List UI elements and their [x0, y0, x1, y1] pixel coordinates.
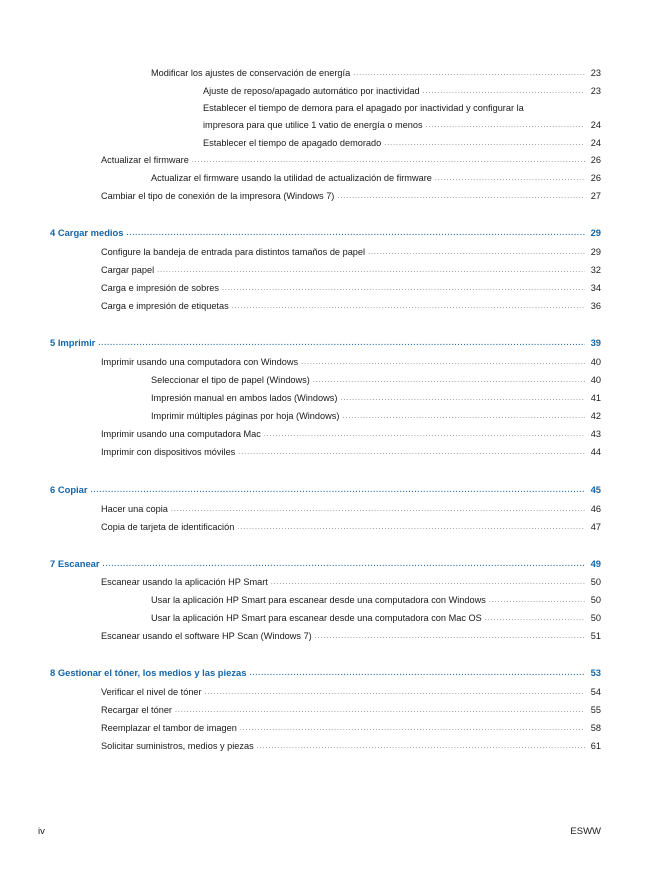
toc-entry-title: Establecer el tiempo de apagado demorado: [203, 138, 382, 148]
footer-doc-code: ESWW: [570, 826, 601, 837]
leader-dots: [238, 448, 585, 458]
toc-entry-page: 50: [590, 595, 601, 605]
toc-entry-page: 51: [590, 631, 601, 641]
toc-chapter[interactable]: [50, 484, 601, 496]
toc-entry-title: Escanear usando la aplicación HP Smart: [101, 577, 268, 587]
toc-entry[interactable]: [101, 282, 601, 294]
toc-entry-title: Usar la aplicación HP Smart para escanear desde una computadora con Windows: [151, 595, 486, 605]
toc-entry[interactable]: [203, 119, 601, 131]
toc-entry[interactable]: [101, 446, 601, 458]
toc-entry[interactable]: [101, 704, 601, 716]
toc-entry-page: 40: [590, 375, 601, 385]
toc-entry-page: 42: [590, 411, 601, 421]
leader-dots: [222, 284, 585, 294]
toc-entry[interactable]: [101, 428, 601, 440]
toc-entry-title: Reemplazar el tambor de imagen: [101, 723, 237, 733]
toc-entry[interactable]: [101, 246, 601, 258]
leader-dots: [249, 669, 585, 679]
toc-entry[interactable]: [101, 356, 601, 368]
toc-entry[interactable]: [203, 137, 601, 149]
toc-entry[interactable]: [101, 190, 601, 202]
toc-entry[interactable]: [151, 594, 601, 606]
toc-entry-page: 24: [590, 120, 601, 130]
toc-entry[interactable]: [151, 410, 601, 422]
toc-entry[interactable]: [151, 374, 601, 386]
toc-entry-title: Impresión manual en ambos lados (Windows): [151, 393, 338, 403]
leader-dots: [192, 156, 585, 166]
toc-entry-page: 26: [590, 173, 601, 183]
leader-dots: [368, 248, 585, 258]
toc-chapter[interactable]: [50, 227, 601, 239]
toc-entry[interactable]: [101, 521, 601, 533]
toc-entry-page: 44: [590, 447, 601, 457]
toc-entry-page: 24: [590, 138, 601, 148]
toc-entry-title: Modificar los ajustes de conservación de energía: [151, 68, 351, 78]
toc-chapter-title: 6 Copiar: [50, 484, 88, 495]
leader-dots: [232, 302, 585, 312]
toc-entry-page: 41: [590, 393, 601, 403]
toc-entry-page: 27: [590, 191, 601, 201]
leader-dots: [171, 505, 585, 515]
leader-dots: [157, 266, 585, 276]
toc-entry[interactable]: [101, 576, 601, 588]
toc-entry[interactable]: [151, 612, 601, 624]
toc-entry[interactable]: [151, 172, 601, 184]
leader-dots: [175, 706, 585, 716]
leader-dots: [315, 632, 585, 642]
leader-dots: [271, 578, 585, 588]
toc-entry-title: Carga e impresión de etiquetas: [101, 301, 229, 311]
toc-chapter-page: 53: [590, 667, 601, 678]
toc-entry-title: Copia de tarjeta de identificación: [101, 522, 235, 532]
toc-entry-title: Hacer una copia: [101, 504, 168, 514]
toc-entry-title: Imprimir usando una computadora con Windows: [101, 357, 299, 367]
leader-dots: [103, 560, 585, 570]
toc-entry-page: 50: [590, 613, 601, 623]
toc-entry-title: Configure la bandeja de entrada para distintos tamaños de papel: [101, 247, 366, 257]
toc-chapter-page: 49: [590, 558, 601, 569]
leader-dots: [237, 523, 585, 533]
toc-entry-page: 46: [590, 504, 601, 514]
toc-entry-page: 29: [590, 247, 601, 257]
toc-chapter[interactable]: [50, 667, 601, 679]
leader-dots: [353, 69, 585, 79]
toc-entry-page: 36: [590, 301, 601, 311]
toc-entry-page: 54: [590, 687, 601, 697]
toc-entry-title: Recargar el tóner: [101, 705, 172, 715]
leader-dots: [240, 724, 585, 734]
toc-entry-title: Escanear usando el software HP Scan (Windows 7): [101, 631, 312, 641]
toc-entry[interactable]: [151, 67, 601, 79]
toc-entry-title: Actualizar el firmware usando la utilidad de actualización de firmware: [151, 173, 432, 183]
toc-entry-title: Ajuste de reposo/apagado automático por inactividad: [203, 86, 420, 96]
toc-entry-title: Verificar el nivel de tóner: [101, 687, 202, 697]
leader-dots: [205, 688, 585, 698]
toc-chapter-title: 8 Gestionar el tóner, los medios y las piezas: [50, 667, 247, 678]
toc-chapter-page: 29: [590, 227, 601, 238]
toc-entry-page: 34: [590, 283, 601, 293]
leader-dots: [435, 174, 585, 184]
leader-dots: [126, 229, 585, 239]
leader-dots: [98, 339, 585, 349]
toc-entry-page: 23: [590, 86, 601, 96]
toc-chapter[interactable]: [50, 558, 601, 570]
toc-entry-title: Actualizar el firmware: [101, 155, 189, 165]
toc-entry-page: 32: [590, 265, 601, 275]
toc-entry-page: 61: [590, 741, 601, 751]
toc-entry[interactable]: [101, 154, 601, 166]
leader-dots: [340, 394, 585, 404]
toc-chapter-title: 7 Escanear: [50, 558, 100, 569]
toc-entry-page: 26: [590, 155, 601, 165]
toc-entry-title: impresora para que utilice 1 vatio de energía o menos: [203, 120, 423, 130]
toc-entry[interactable]: [101, 503, 601, 515]
toc-entry-page: 47: [590, 522, 601, 532]
toc-entry[interactable]: [101, 722, 601, 734]
leader-dots: [489, 596, 585, 606]
toc-entry-title: Carga e impresión de sobres: [101, 283, 219, 293]
toc-entry-page: 55: [590, 705, 601, 715]
toc-chapter-page: 45: [590, 484, 601, 495]
leader-dots: [264, 430, 585, 440]
leader-dots: [301, 358, 585, 368]
leader-dots: [257, 742, 585, 752]
toc-entry-title: Solicitar suministros, medios y piezas: [101, 741, 254, 751]
toc-chapter-title: 5 Imprimir: [50, 337, 96, 348]
toc-entry-title: Imprimir usando una computadora Mac: [101, 429, 261, 439]
leader-dots: [485, 614, 585, 624]
footer-page-number: iv: [38, 826, 45, 837]
toc-entry-title: Cambiar el tipo de conexión de la impresora (Windows 7): [101, 191, 335, 201]
toc-chapter-title: 4 Cargar medios: [50, 227, 124, 238]
leader-dots: [342, 412, 585, 422]
leader-dots: [384, 139, 585, 149]
toc-entry-title: Imprimir múltiples páginas por hoja (Windows): [151, 411, 340, 421]
leader-dots: [423, 87, 585, 97]
toc-entry[interactable]: [203, 85, 601, 97]
leader-dots: [426, 121, 585, 131]
toc-entry-page: 43: [590, 429, 601, 439]
toc-entry[interactable]: [101, 300, 601, 312]
toc-chapter-page: 39: [590, 337, 601, 348]
toc-entry-page: 50: [590, 577, 601, 587]
toc-entry-page: 40: [590, 357, 601, 367]
toc-entry[interactable]: [101, 740, 601, 752]
toc-entry[interactable]: [101, 630, 601, 642]
toc-entry-title: Usar la aplicación HP Smart para escanear desde una computadora con Mac OS: [151, 613, 482, 623]
toc-entry-title: Seleccionar el tipo de papel (Windows): [151, 375, 310, 385]
leader-dots: [91, 486, 585, 496]
toc-entry-page: 58: [590, 723, 601, 733]
leader-dots: [337, 192, 585, 202]
toc-entry-title: Cargar papel: [101, 265, 155, 275]
toc-entry-title-line1[interactable]: Establecer el tiempo de demora para el apagado por inactividad y configurar la: [203, 103, 524, 113]
toc-chapter[interactable]: [50, 337, 601, 349]
toc-entry[interactable]: [101, 686, 601, 698]
toc-entry[interactable]: [151, 392, 601, 404]
toc-entry[interactable]: [101, 264, 601, 276]
toc-entry-page: 23: [590, 68, 601, 78]
leader-dots: [313, 376, 585, 386]
toc-entry-title: Imprimir con dispositivos móviles: [101, 447, 236, 457]
